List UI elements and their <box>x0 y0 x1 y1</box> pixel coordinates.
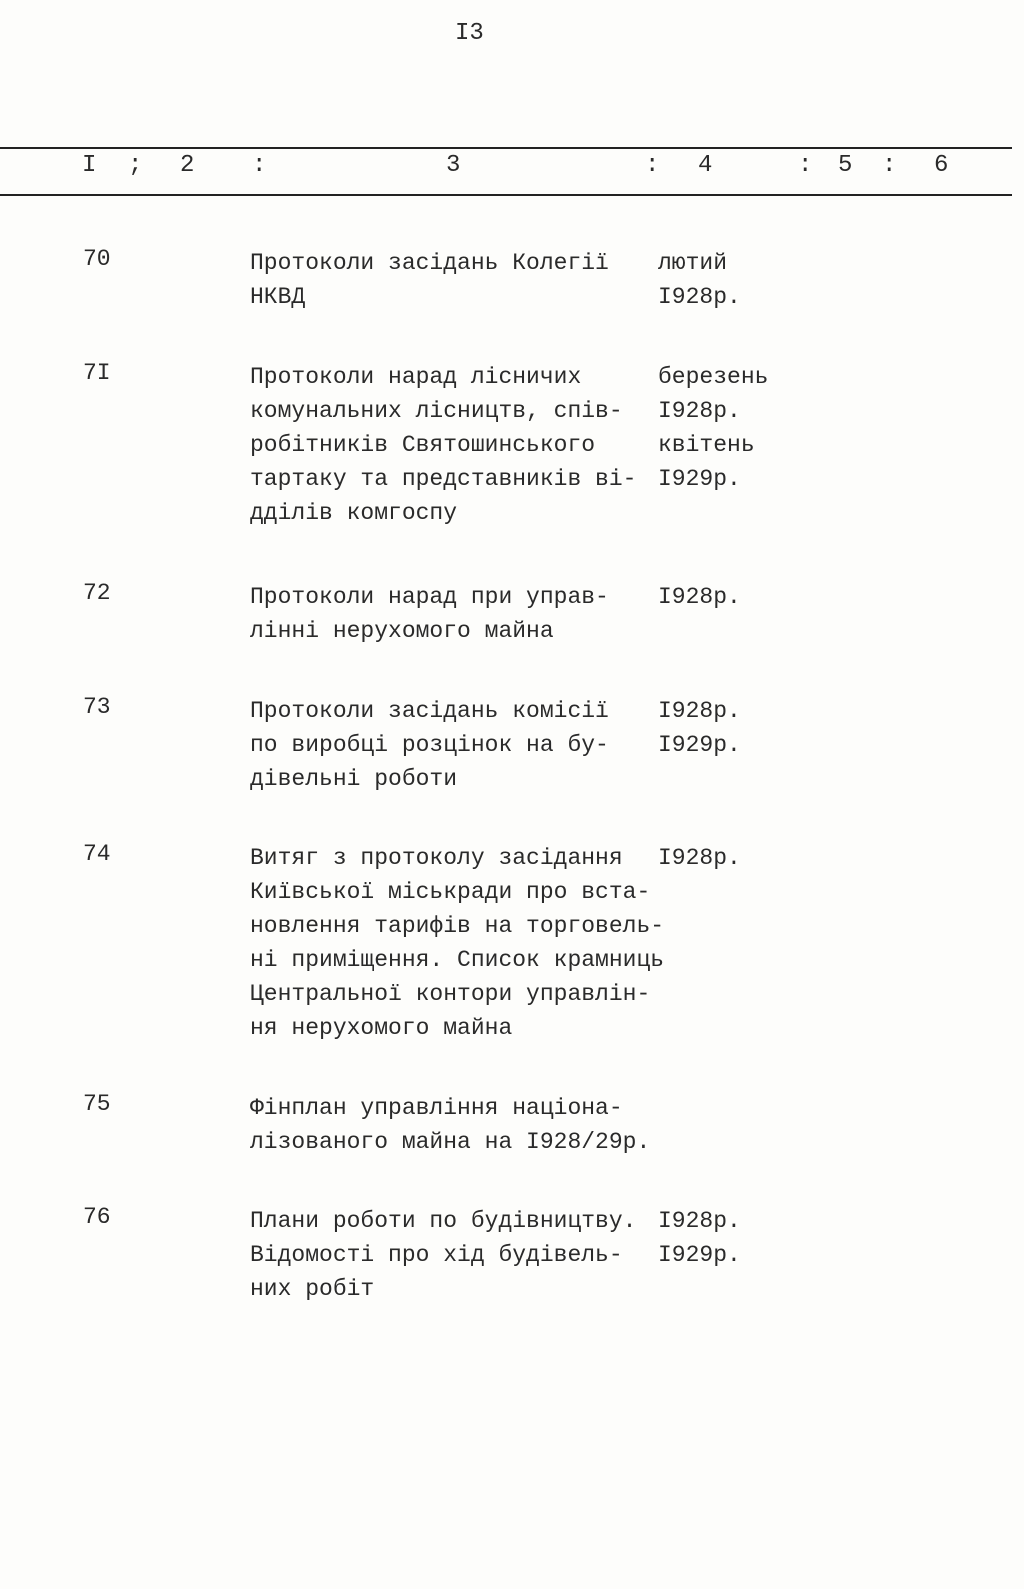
header-col-6: 6 <box>934 152 949 179</box>
header-col-5: 5 <box>838 152 853 179</box>
header-col-1: I <box>82 152 97 179</box>
header-sep: : <box>882 152 897 179</box>
description-line: ня нерухомого майна <box>250 1015 513 1041</box>
description-line: Відомості про хід будівель- <box>250 1242 623 1268</box>
date-line: I929р. <box>658 466 741 492</box>
entry-description <box>250 1204 636 1306</box>
date-line: I928р. <box>658 845 741 871</box>
date-line: квітень <box>658 432 755 458</box>
date-line: лютий <box>658 250 728 276</box>
entry-date <box>658 841 741 875</box>
page-number: I3 <box>455 20 484 47</box>
entry-date <box>658 580 741 614</box>
entry-date <box>658 694 741 762</box>
entry-description <box>250 1091 650 1159</box>
entry-number: 72 <box>83 580 111 606</box>
description-line: лізованого майна на I928/29р. <box>250 1129 651 1155</box>
description-line: Витяг з протоколу засідання <box>250 845 623 871</box>
description-line: Київської міськради про вста- <box>250 879 651 905</box>
entry-description <box>250 841 664 1045</box>
header-bottom-rule <box>0 194 1012 196</box>
header-sep: : <box>252 152 267 179</box>
description-line: дівельні роботи <box>250 766 458 792</box>
description-line: лінні нерухомого майна <box>250 618 554 644</box>
date-line: I928р. <box>658 284 741 310</box>
description-line: НКВД <box>250 284 306 310</box>
header-sep: ; <box>128 152 143 179</box>
description-line: Протоколи нарад при управ- <box>250 584 609 610</box>
description-line: комунальних лісництв, спів- <box>250 398 623 424</box>
description-line: новлення тарифів на торговель- <box>250 913 665 939</box>
entry-number: 74 <box>83 841 111 867</box>
entry-description <box>250 360 636 530</box>
entry-description <box>250 694 609 796</box>
entry-date <box>658 246 741 314</box>
date-line: I928р. <box>658 698 741 724</box>
entry-description <box>250 580 609 648</box>
description-line: Протоколи засідань Колегії <box>250 250 609 276</box>
header-sep: : <box>798 152 813 179</box>
entry-number: 73 <box>83 694 111 720</box>
description-line: Протоколи засідань комісії <box>250 698 609 724</box>
header-col-4: 4 <box>698 152 713 179</box>
date-line: I929р. <box>658 1242 741 1268</box>
header-col-3: 3 <box>446 152 461 179</box>
entry-number: 75 <box>83 1091 111 1117</box>
entry-date <box>658 360 768 496</box>
description-line: Плани роботи по будівництву. <box>250 1208 637 1234</box>
description-line: них робіт <box>250 1276 375 1302</box>
date-line: березень <box>658 364 769 390</box>
description-line: по виробці розцінок на бу- <box>250 732 609 758</box>
entry-description <box>250 246 609 314</box>
entry-number: 76 <box>83 1204 111 1230</box>
date-line: I929р. <box>658 732 741 758</box>
header-top-rule <box>0 147 1012 149</box>
description-line: дділів комгоспу <box>250 500 458 526</box>
date-line: I928р. <box>658 584 741 610</box>
description-line: тартаку та представників ві- <box>250 466 637 492</box>
header-col-2: 2 <box>180 152 195 179</box>
description-line: Центральної контори управлін- <box>250 981 651 1007</box>
description-line: Протоколи нарад лісничих <box>250 364 582 390</box>
header-sep: : <box>645 152 660 179</box>
date-line: I928р. <box>658 1208 741 1234</box>
description-line: ні приміщення. Список крамниць <box>250 947 665 973</box>
entry-number: 70 <box>83 246 111 272</box>
description-line: Фінплан управління націона- <box>250 1095 623 1121</box>
entry-number: 7I <box>83 360 111 386</box>
description-line: робітників Святошинського <box>250 432 596 458</box>
date-line: I928р. <box>658 398 741 424</box>
entry-date <box>658 1204 741 1272</box>
